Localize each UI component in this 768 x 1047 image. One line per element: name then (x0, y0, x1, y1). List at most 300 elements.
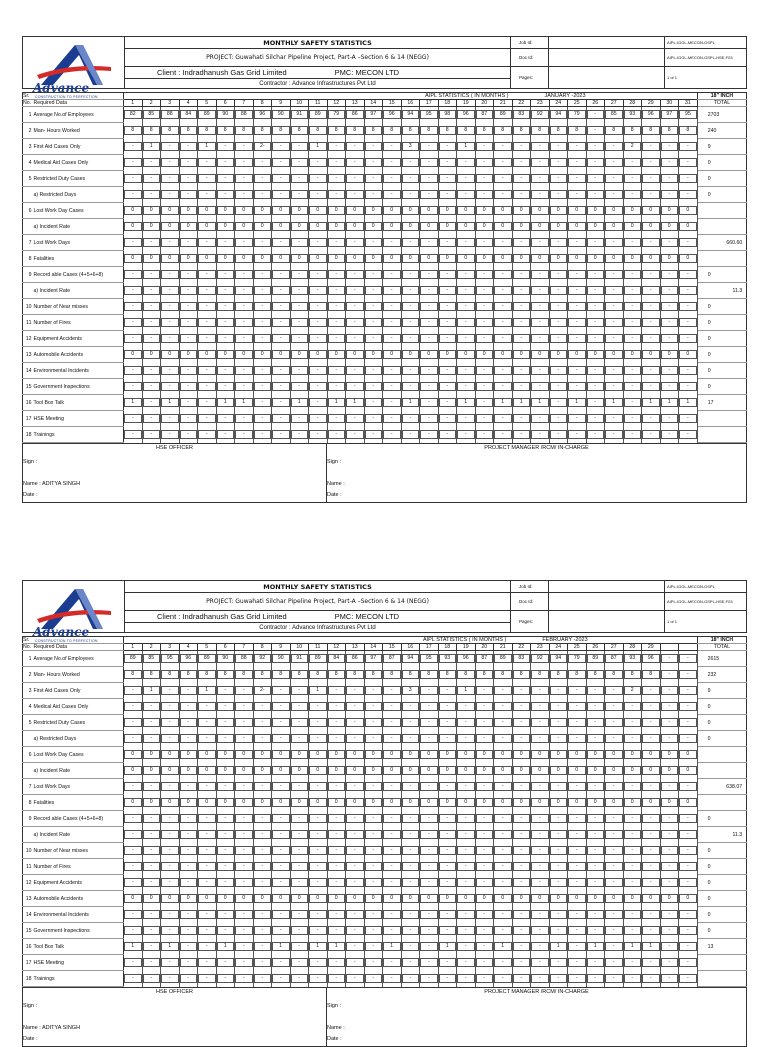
day-cell: - (513, 718, 531, 727)
day-cell: - (439, 878, 457, 887)
day-cell: - (605, 910, 623, 919)
day-cell: - (457, 190, 475, 199)
day-cell: - (439, 926, 457, 935)
hse-date-line: Date : (23, 491, 327, 503)
day-cell: 0 (642, 350, 660, 359)
day-cell: - (550, 334, 568, 343)
day-cell: 8 (531, 126, 549, 135)
day-header: 4 (179, 100, 198, 107)
day-cell: - (383, 862, 401, 871)
day-cell: - (143, 958, 161, 967)
row-total (697, 763, 747, 779)
day-cell: 0 (513, 894, 531, 903)
day-cell: - (383, 878, 401, 887)
day-cell: - (476, 190, 494, 199)
day-cell: 1 (124, 942, 142, 951)
day-cell: - (365, 782, 383, 791)
day-cell: - (198, 302, 216, 311)
day-cell: 0 (198, 222, 216, 231)
day-cell: - (457, 910, 475, 919)
day-cell: - (328, 686, 346, 695)
day-cell: - (642, 686, 660, 695)
day-cell: - (661, 174, 679, 183)
day-cell: 0 (272, 350, 290, 359)
day-cell: - (402, 238, 420, 247)
size-header: 18" INCH (697, 637, 747, 644)
day-cell: 0 (309, 254, 327, 263)
day-cell: - (679, 702, 697, 711)
day-cell: - (550, 814, 568, 823)
day-cell: - (624, 910, 642, 919)
row-total (697, 219, 747, 235)
day-cell: - (605, 430, 623, 439)
day-cell: - (587, 718, 605, 727)
day-header: 13 (346, 100, 365, 107)
day-cell: - (457, 830, 475, 839)
day-cell: - (161, 142, 179, 151)
day-cell: - (439, 398, 457, 407)
day-cell: - (605, 270, 623, 279)
day-cell: - (365, 718, 383, 727)
day-cell: 0 (605, 894, 623, 903)
day-cell: - (457, 318, 475, 327)
day-cell: - (198, 382, 216, 391)
day-cell: - (383, 702, 401, 711)
day-cell: 0 (513, 222, 531, 231)
day-cell: 0 (383, 750, 401, 759)
day-cell: - (143, 814, 161, 823)
row-label: Lost Work Days (33, 235, 124, 251)
day-cell: - (217, 846, 235, 855)
day-cell: - (439, 862, 457, 871)
day-cell: - (679, 158, 697, 167)
day-cell: 1 (309, 142, 327, 151)
day-cell: 94 (550, 654, 568, 663)
day-cell: - (679, 430, 697, 439)
day-cell: 1 (198, 142, 216, 151)
day-cell: - (309, 702, 327, 711)
day-cell: - (217, 814, 235, 823)
day-cell: - (587, 430, 605, 439)
day-cell: 1 (494, 942, 512, 951)
row-total: 11.3 (697, 827, 747, 843)
row-label: Environmental Incidents (33, 363, 124, 379)
day-cell: 0 (161, 894, 179, 903)
day-cell: - (642, 910, 660, 919)
job-id-value: AIPL-IGGL-MECON-GSPL (665, 37, 747, 49)
day-cell: - (513, 782, 531, 791)
day-cell: 0 (180, 750, 198, 759)
day-cell: 86 (346, 110, 364, 119)
day-cell: 8 (624, 670, 642, 679)
day-cell: - (143, 430, 161, 439)
day-cell: - (531, 286, 549, 295)
day-cell: 0 (254, 750, 272, 759)
day-cell: - (605, 334, 623, 343)
day-cell: - (143, 910, 161, 919)
day-cell: - (476, 958, 494, 967)
day-cell: - (180, 286, 198, 295)
day-cell: 0 (180, 350, 198, 359)
day-cell: - (439, 734, 457, 743)
day-cell: - (476, 430, 494, 439)
day-cell: - (254, 958, 272, 967)
day-cell: - (291, 830, 309, 839)
day-cell: 0 (587, 750, 605, 759)
day-cell: - (550, 974, 568, 983)
day-cell: - (420, 878, 438, 887)
day-cell: - (568, 862, 586, 871)
day-cell: - (180, 942, 198, 951)
day-cell: - (328, 142, 346, 151)
day-cell: - (328, 270, 346, 279)
row-label: Fatalities (33, 795, 124, 811)
day-cell: - (235, 942, 253, 951)
day-cell: 0 (457, 894, 475, 903)
day-cell: - (568, 814, 586, 823)
day-cell: - (235, 142, 253, 151)
day-cell: - (124, 926, 142, 935)
day-cell: - (476, 270, 494, 279)
day-cell: - (143, 366, 161, 375)
day-cell: - (254, 398, 272, 407)
day-cell: - (476, 702, 494, 711)
day-cell: - (476, 942, 494, 951)
day-cell: 0 (124, 254, 142, 263)
day-cell: 0 (365, 222, 383, 231)
day-cell: - (587, 974, 605, 983)
day-cell: - (494, 862, 512, 871)
day-cell: 1 (217, 398, 235, 407)
day-cell: - (402, 702, 420, 711)
day-cell: - (217, 270, 235, 279)
row-label: Man- Hours Worked (33, 123, 124, 139)
day-cell: - (531, 270, 549, 279)
row-number: 9 (23, 811, 33, 827)
day-cell: - (439, 366, 457, 375)
day-cell: - (605, 718, 623, 727)
day-cell: - (143, 734, 161, 743)
row-label: Trainings (33, 971, 124, 987)
day-cell: - (679, 414, 697, 423)
day-cell: - (550, 366, 568, 375)
day-cell: - (198, 958, 216, 967)
day-cell: 0 (679, 350, 697, 359)
day-cell: - (365, 158, 383, 167)
row-label: Fatalities (33, 251, 124, 267)
day-cell: 8 (217, 670, 235, 679)
day-cell: - (124, 366, 142, 375)
day-header: 24 (549, 100, 568, 107)
day-cell: - (217, 334, 235, 343)
day-cell: - (383, 734, 401, 743)
day-cell: - (346, 366, 364, 375)
hse-officer-heading: HSE OFFICER (23, 444, 327, 454)
day-cell: 0 (365, 750, 383, 759)
day-cell: - (679, 142, 697, 151)
day-cell: - (124, 814, 142, 823)
day-cell: - (272, 382, 290, 391)
day-cell: 8 (365, 670, 383, 679)
day-cell: - (402, 366, 420, 375)
day-cell: - (624, 334, 642, 343)
pm-sign-line: Sign : (327, 453, 747, 480)
day-cell: - (161, 318, 179, 327)
day-cell: 0 (679, 766, 697, 775)
day-cell: - (143, 942, 161, 951)
day-cell: 0 (568, 894, 586, 903)
day-cell: - (328, 190, 346, 199)
day-cell: 0 (402, 350, 420, 359)
day-cell: - (383, 302, 401, 311)
day-cell: - (309, 958, 327, 967)
day-cell: - (217, 910, 235, 919)
day-cell: - (679, 190, 697, 199)
day-cell: - (235, 430, 253, 439)
day-cell: - (513, 270, 531, 279)
row-label: Medical Aid Cases Only (33, 699, 124, 715)
day-cell: - (124, 430, 142, 439)
row-label: a) Incident Rate (33, 827, 124, 843)
day-cell: 83 (513, 110, 531, 119)
day-cell: - (383, 958, 401, 967)
day-cell: - (143, 830, 161, 839)
total-header: TOTAL (697, 644, 747, 651)
row-label: First Aid Cases Only (33, 683, 124, 699)
day-cell: - (420, 814, 438, 823)
day-cell: - (198, 430, 216, 439)
day-cell: 0 (494, 798, 512, 807)
day-cell: - (402, 734, 420, 743)
day-cell: - (291, 318, 309, 327)
day-cell: - (124, 302, 142, 311)
total-header: TOTAL (697, 100, 747, 107)
day-cell: 0 (217, 254, 235, 263)
day-cell: - (513, 382, 531, 391)
day-cell: - (180, 846, 198, 855)
day-cell: 1 (291, 398, 309, 407)
day-cell: 0 (439, 894, 457, 903)
table-row (23, 171, 747, 187)
day-cell: - (624, 414, 642, 423)
day-cell: 0 (365, 206, 383, 215)
day-cell: - (587, 270, 605, 279)
day-cell: - (272, 862, 290, 871)
row-label: Average No.of Employees (33, 651, 124, 667)
day-cell: - (180, 158, 198, 167)
day-cell: - (531, 862, 549, 871)
day-cell: 79 (328, 110, 346, 119)
day-cell: - (642, 974, 660, 983)
day-cell: - (180, 366, 198, 375)
day-cell: 0 (679, 206, 697, 215)
day-cell: - (235, 910, 253, 919)
row-label: Number of Near misses (33, 299, 124, 315)
day-cell: - (568, 414, 586, 423)
day-cell: - (217, 382, 235, 391)
day-cell: - (235, 830, 253, 839)
row-number: 8 (23, 251, 33, 267)
day-cell: - (402, 190, 420, 199)
day-cell: 8 (605, 126, 623, 135)
day-cell: - (661, 974, 679, 983)
day-cell: - (328, 382, 346, 391)
day-cell: - (291, 702, 309, 711)
day-cell: - (679, 718, 697, 727)
day-cell: 0 (642, 750, 660, 759)
day-cell: - (439, 974, 457, 983)
day-cell: 0 (605, 766, 623, 775)
stats-title (124, 93, 698, 100)
day-header: 26 (586, 644, 605, 651)
day-header: 23 (531, 644, 550, 651)
day-cell: - (661, 382, 679, 391)
sr-header: Sr. (23, 93, 33, 100)
day-cell: 0 (254, 222, 272, 231)
day-cell: - (661, 926, 679, 935)
day-cell: - (402, 926, 420, 935)
day-cell: - (476, 974, 494, 983)
day-cell: 94 (550, 110, 568, 119)
day-cell: - (587, 782, 605, 791)
day-cell: 0 (587, 894, 605, 903)
row-label: Lost Work Day Cases (33, 747, 124, 763)
day-cell: - (587, 142, 605, 151)
day-cell: - (679, 910, 697, 919)
day-cell: 0 (161, 254, 179, 263)
day-cell: - (513, 910, 531, 919)
day-cell: - (180, 926, 198, 935)
row-label: Tool Box Talk (33, 939, 124, 955)
day-cell: - (143, 702, 161, 711)
day-cell: - (420, 190, 438, 199)
day-cell: 2- (254, 686, 272, 695)
day-cell: 89 (494, 654, 512, 663)
day-cell: 8 (124, 670, 142, 679)
pmc-name: PMC: MECON LTD (334, 68, 400, 77)
day-cell: 0 (235, 350, 253, 359)
day-cell: - (198, 398, 216, 407)
day-cell: 0 (476, 750, 494, 759)
day-cell: - (235, 862, 253, 871)
day-cell: - (217, 702, 235, 711)
day-header: 22 (512, 644, 531, 651)
day-cell: 8 (346, 126, 364, 135)
day-cell: - (679, 782, 697, 791)
day-cell: - (568, 174, 586, 183)
day-cell: - (383, 782, 401, 791)
day-cell: - (124, 414, 142, 423)
day-cell: - (531, 846, 549, 855)
day-cell: - (513, 430, 531, 439)
day-cell: 8 (568, 670, 586, 679)
day-cell: 0 (143, 222, 161, 231)
table-row (23, 827, 747, 843)
day-cell: 0 (328, 798, 346, 807)
day-cell: - (198, 702, 216, 711)
day-cell: 0 (679, 222, 697, 231)
day-cell: - (328, 286, 346, 295)
day-cell: - (624, 286, 642, 295)
day-cell: - (568, 910, 586, 919)
day-cell: 0 (624, 254, 642, 263)
project-manager-heading: PROJECT MANAGER /RCM/ IN-CHARGE (327, 988, 747, 998)
day-cell: - (328, 974, 346, 983)
day-cell: 88 (235, 654, 253, 663)
row-number: 7 (23, 235, 33, 251)
day-cell: 93 (439, 654, 457, 663)
day-cell: 1 (161, 398, 179, 407)
day-cell: - (272, 398, 290, 407)
day-cell: 94 (402, 654, 420, 663)
day-cell: 0 (642, 254, 660, 263)
day-cell: - (587, 846, 605, 855)
day-cell: - (624, 878, 642, 887)
day-cell: 8 (291, 126, 309, 135)
day-cell: 0 (587, 798, 605, 807)
day-header: 1 (124, 100, 143, 107)
day-cell: 79 (568, 110, 586, 119)
day-cell: - (624, 430, 642, 439)
day-cell: 0 (198, 894, 216, 903)
day-cell: - (550, 398, 568, 407)
day-cell: - (476, 910, 494, 919)
day-cell: - (291, 926, 309, 935)
day-cell: - (624, 238, 642, 247)
day-cell: 83 (513, 654, 531, 663)
day-cell: - (254, 718, 272, 727)
day-cell: - (661, 286, 679, 295)
logo-tagline: CONSTRUCTION TO PERFECTION (35, 95, 98, 99)
day-cell: - (550, 158, 568, 167)
day-cell: - (365, 270, 383, 279)
row-total: 0 (697, 363, 747, 379)
day-cell: - (198, 190, 216, 199)
row-number: 15 (23, 379, 33, 395)
day-cell: - (679, 270, 697, 279)
day-cell: - (420, 398, 438, 407)
day-cell: - (272, 190, 290, 199)
day-cell: - (254, 334, 272, 343)
row-label: Number of Fires (33, 315, 124, 331)
day-cell: - (531, 702, 549, 711)
day-cell: 0 (420, 254, 438, 263)
day-cell: 91 (291, 654, 309, 663)
day-cell: - (309, 318, 327, 327)
day-header: 6 (216, 100, 235, 107)
day-cell: - (642, 718, 660, 727)
day-cell: - (679, 734, 697, 743)
day-cell: - (494, 702, 512, 711)
day-cell: - (420, 782, 438, 791)
day-cell: - (513, 830, 531, 839)
row-number (23, 187, 33, 203)
day-cell: - (254, 910, 272, 919)
day-cell: - (291, 878, 309, 887)
pages-label: Pages: (511, 611, 549, 633)
day-header: 18 (438, 100, 457, 107)
day-cell: - (124, 382, 142, 391)
no-header: No. (23, 100, 32, 106)
day-cell: - (254, 974, 272, 983)
day-cell: - (143, 382, 161, 391)
day-cell: - (494, 158, 512, 167)
day-cell: - (661, 270, 679, 279)
day-cell: - (309, 366, 327, 375)
table-row (23, 187, 747, 203)
day-cell: 8 (383, 126, 401, 135)
row-number: 7 (23, 779, 33, 795)
